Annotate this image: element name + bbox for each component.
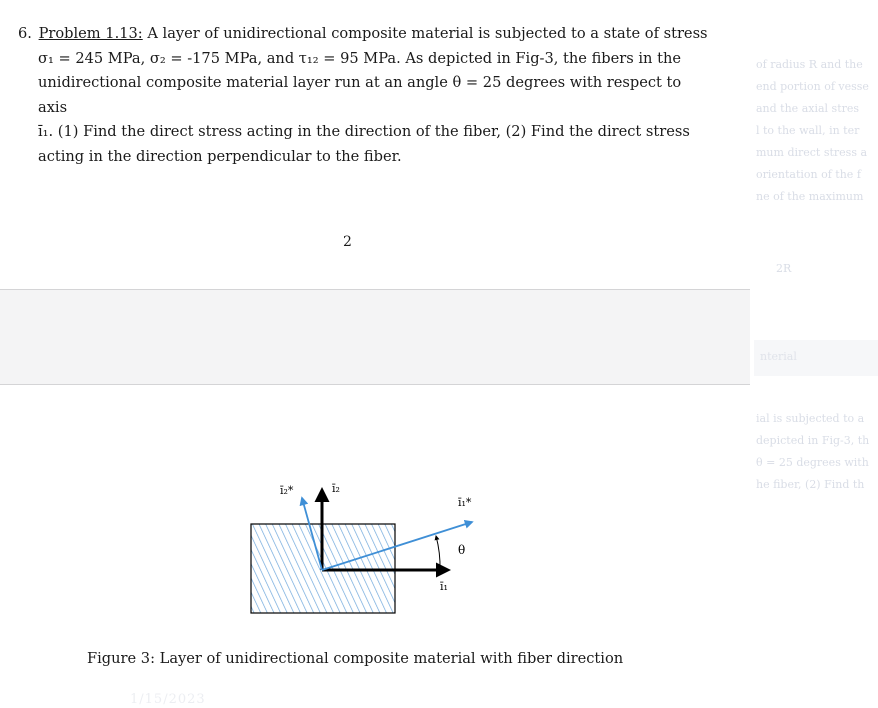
label-i2: ı̄₂	[332, 482, 340, 495]
ghost-line: θ = 25 degrees with	[756, 456, 869, 469]
label-i1-prime: ı̄₁*	[458, 496, 472, 509]
label-i1: ı̄₁	[440, 580, 448, 593]
ghost-line: he fiber, (2) Find th	[756, 478, 865, 491]
figure-caption: Figure 3: Layer of unidirectional composite material with fiber direction	[87, 650, 624, 667]
ghost-line: mum direct stress a	[756, 146, 868, 159]
problem-text-1: A layer of unidirectional composite material is subjected to a state of stress	[147, 25, 708, 42]
ghost-line: end portion of vesse	[756, 80, 869, 93]
ghost-line: l to the wall, in ter	[756, 124, 860, 137]
problem-line-1	[18, 22, 708, 47]
problem-statement	[18, 22, 708, 169]
page-separator-band	[0, 289, 750, 337]
faded-adjacent-page	[750, 0, 878, 708]
problem-line-5: acting in the direction perpendicular to the fiber.	[38, 147, 402, 165]
label-i2-prime: ı̄₂*	[280, 484, 294, 497]
composite-layer-figure	[240, 470, 500, 624]
ghost-line: depicted in Fig-3, th	[756, 434, 870, 447]
faded-footer-date: 1/15/2023	[130, 692, 206, 707]
problem-line-2: σ₁ = 245 MPa, σ₂ = -175 MPa, and τ₁₂ = 95 MPa. As depicted in Fig-3, the fibers in the	[38, 49, 681, 67]
problem-label: Problem 1.13:	[38, 25, 143, 42]
ghost-box	[754, 340, 878, 376]
ghost-line: ne of the maximum	[756, 190, 864, 203]
problem-number: 6.	[18, 25, 32, 42]
ghost-line: ial is subjected to a	[756, 412, 865, 425]
problem-line-4: ı̄₁. (1) Find the direct stress acting in the direction of the fiber, (2) Find the direct stress	[38, 123, 690, 140]
label-theta: θ	[458, 543, 466, 557]
page-number: 2	[343, 234, 352, 250]
problem-line-3: unidirectional composite material layer run at an angle θ = 25 degrees with respect to axis	[38, 74, 682, 116]
ghost-line: orientation of the f	[756, 168, 861, 181]
ghost-line: of radius R and the	[756, 58, 863, 71]
ghost-line: 2R	[776, 262, 792, 275]
angle-arc	[436, 536, 440, 570]
ghost-line: and the axial stres	[756, 102, 860, 115]
page-separator-band-lower	[0, 336, 750, 385]
ghost-box-text: nterial	[760, 350, 797, 363]
fiber-direction-diagram	[240, 470, 500, 620]
